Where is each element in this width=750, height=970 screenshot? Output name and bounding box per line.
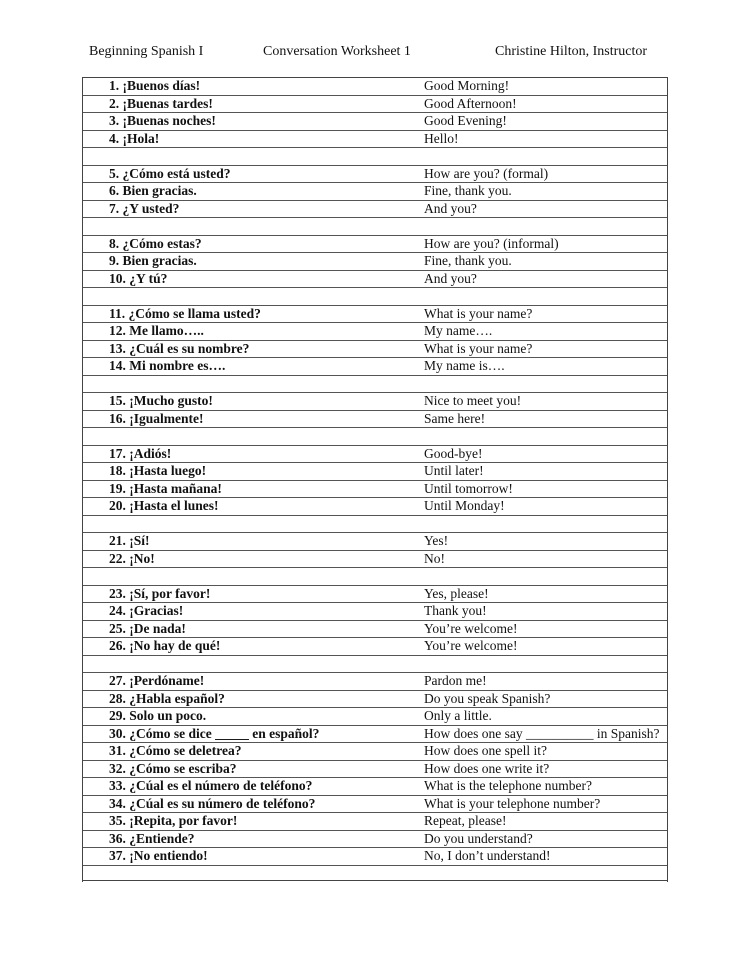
english-translation: Hello! (396, 130, 668, 148)
english-translation: Until tomorrow! (396, 480, 668, 498)
spanish-phrase: 24. ¡Gracias! (82, 603, 396, 621)
spanish-phrase (82, 428, 396, 446)
spacer-row (82, 428, 668, 446)
spanish-phrase: 21. ¡Sí! (82, 533, 396, 551)
empty-cell (396, 865, 668, 880)
english-translation: Repeat, please! (396, 813, 668, 831)
phrase-row (82, 445, 668, 463)
spanish-phrase: 7. ¿Y usted? (82, 200, 396, 218)
spanish-phrase: 13. ¿Cuál es su nombre? (82, 340, 396, 358)
spacer-row (82, 218, 668, 236)
spanish-phrase (82, 288, 396, 306)
spanish-phrase: 15. ¡Mucho gusto! (82, 393, 396, 411)
english-translation: Until later! (396, 463, 668, 481)
english-translation: Same here! (396, 410, 668, 428)
english-translation: You’re welcome! (396, 620, 668, 638)
spanish-phrase (82, 515, 396, 533)
phrase-row (82, 760, 668, 778)
english-translation: How are you? (informal) (396, 235, 668, 253)
spanish-phrase: 17. ¡Adiós! (82, 445, 396, 463)
phrase-row (82, 200, 668, 218)
phrase-row (82, 813, 668, 831)
spanish-phrase: 14. Mi nombre es…. (82, 358, 396, 376)
spanish-phrase (82, 218, 396, 236)
spanish-phrase: 19. ¡Hasta mañana! (82, 480, 396, 498)
phrase-row (82, 463, 668, 481)
english-translation: You’re welcome! (396, 638, 668, 656)
spanish-phrase (82, 655, 396, 673)
spanish-phrase: 1. ¡Buenos días! (82, 78, 396, 96)
english-translation: Pardon me! (396, 673, 668, 691)
english-translation: How are you? (formal) (396, 165, 668, 183)
spacer-row (82, 148, 668, 166)
english-translation: How does one write it? (396, 760, 668, 778)
spacer-row (82, 865, 668, 880)
english-translation: Good Evening! (396, 113, 668, 131)
phrase-row (82, 795, 668, 813)
phrase-row (82, 498, 668, 516)
phrase-row (82, 533, 668, 551)
phrase-row (82, 270, 668, 288)
spanish-phrase: 23. ¡Sí, por favor! (82, 585, 396, 603)
english-translation (396, 375, 668, 393)
phrase-row (82, 620, 668, 638)
english-translation: Yes, please! (396, 585, 668, 603)
spanish-phrase: 20. ¡Hasta el lunes! (82, 498, 396, 516)
english-translation: No, I don’t understand! (396, 848, 668, 866)
phrase-row (82, 603, 668, 621)
spanish-phrase (82, 375, 396, 393)
course-name: Beginning Spanish I (89, 44, 204, 59)
spanish-phrase: 31. ¿Cómo se deletrea? (82, 743, 396, 761)
phrase-row (82, 848, 668, 866)
phrase-row (82, 410, 668, 428)
english-translation: And you? (396, 270, 668, 288)
phrase-row (82, 305, 668, 323)
english-translation: Until Monday! (396, 498, 668, 516)
spanish-phrase: 2. ¡Buenas tardes! (82, 95, 396, 113)
phrase-row (82, 673, 668, 691)
english-translation: Good Afternoon! (396, 95, 668, 113)
spanish-phrase: 12. Me llamo….. (82, 323, 396, 341)
empty-cell (82, 865, 396, 880)
phrase-row (82, 690, 668, 708)
instructor-name: Christine Hilton, Instructor (495, 44, 648, 59)
english-translation (396, 655, 668, 673)
phrase-row (82, 393, 668, 411)
english-translation: Nice to meet you! (396, 393, 668, 411)
english-translation: How does one spell it? (396, 743, 668, 761)
phrase-row (82, 743, 668, 761)
phrase-table (82, 77, 668, 881)
english-translation: Fine, thank you. (396, 183, 668, 201)
spanish-phrase: 35. ¡Repita, por favor! (82, 813, 396, 831)
page-header (0, 44, 750, 62)
phrase-row (82, 235, 668, 253)
spanish-phrase: 34. ¿Cúal es su número de teléfono? (82, 795, 396, 813)
spacer-row (82, 288, 668, 306)
spanish-phrase: 4. ¡Hola! (82, 130, 396, 148)
phrase-row (82, 830, 668, 848)
english-translation: What is your name? (396, 340, 668, 358)
spanish-phrase: 29. Solo un poco. (82, 708, 396, 726)
spanish-phrase: 9. Bien gracias. (82, 253, 396, 271)
spanish-phrase: 5. ¿Cómo está usted? (82, 165, 396, 183)
spanish-phrase: 22. ¡No! (82, 550, 396, 568)
english-translation: Only a little. (396, 708, 668, 726)
spanish-phrase: 32. ¿Cómo se escriba? (82, 760, 396, 778)
english-translation (396, 568, 668, 586)
english-translation: What is your telephone number? (396, 795, 668, 813)
spanish-phrase: 8. ¿Cómo estas? (82, 235, 396, 253)
spanish-phrase: 30. ¿Cómo se dice _____ en español? (82, 725, 396, 743)
spacer-row (82, 375, 668, 393)
english-translation: Thank you! (396, 603, 668, 621)
phrase-row (82, 340, 668, 358)
spacer-row (82, 655, 668, 673)
phrase-row (82, 95, 668, 113)
spanish-phrase: 18. ¡Hasta luego! (82, 463, 396, 481)
spanish-phrase: 6. Bien gracias. (82, 183, 396, 201)
spanish-phrase (82, 148, 396, 166)
spacer-row (82, 568, 668, 586)
english-translation: My name is…. (396, 358, 668, 376)
spanish-phrase: 16. ¡Igualmente! (82, 410, 396, 428)
english-translation: Yes! (396, 533, 668, 551)
phrase-row (82, 78, 668, 96)
spanish-phrase: 36. ¿Entiende? (82, 830, 396, 848)
phrase-row (82, 253, 668, 271)
spanish-phrase: 25. ¡De nada! (82, 620, 396, 638)
phrase-row (82, 183, 668, 201)
spanish-phrase (82, 568, 396, 586)
english-translation: Do you speak Spanish? (396, 690, 668, 708)
english-translation: Good-bye! (396, 445, 668, 463)
phrase-row (82, 323, 668, 341)
english-translation: My name…. (396, 323, 668, 341)
english-translation (396, 515, 668, 533)
english-translation: What is your name? (396, 305, 668, 323)
spanish-phrase: 37. ¡No entiendo! (82, 848, 396, 866)
phrase-row (82, 585, 668, 603)
english-translation: What is the telephone number? (396, 778, 668, 796)
spanish-phrase: 11. ¿Cómo se llama usted? (82, 305, 396, 323)
spanish-phrase: 27. ¡Perdóname! (82, 673, 396, 691)
english-translation (396, 288, 668, 306)
spanish-phrase: 28. ¿Habla español? (82, 690, 396, 708)
spanish-phrase: 33. ¿Cúal es el número de teléfono? (82, 778, 396, 796)
phrase-row (82, 113, 668, 131)
worksheet-title: Conversation Worksheet 1 (263, 44, 411, 59)
english-translation: Do you understand? (396, 830, 668, 848)
phrase-row (82, 778, 668, 796)
phrase-row (82, 638, 668, 656)
phrase-row (82, 480, 668, 498)
phrase-row (82, 165, 668, 183)
spanish-phrase: 3. ¡Buenas noches! (82, 113, 396, 131)
spacer-row (82, 515, 668, 533)
phrase-row (82, 708, 668, 726)
phrase-row (82, 550, 668, 568)
english-translation (396, 218, 668, 236)
phrase-row (82, 358, 668, 376)
english-translation: Fine, thank you. (396, 253, 668, 271)
phrase-row (82, 130, 668, 148)
spanish-phrase: 10. ¿Y tú? (82, 270, 396, 288)
english-translation: Good Morning! (396, 78, 668, 96)
english-translation (396, 428, 668, 446)
english-translation (396, 148, 668, 166)
spanish-phrase: 26. ¡No hay de qué! (82, 638, 396, 656)
english-translation: How does one say __________ in Spanish? (396, 725, 668, 743)
english-translation: No! (396, 550, 668, 568)
phrase-row (82, 725, 668, 743)
english-translation: And you? (396, 200, 668, 218)
